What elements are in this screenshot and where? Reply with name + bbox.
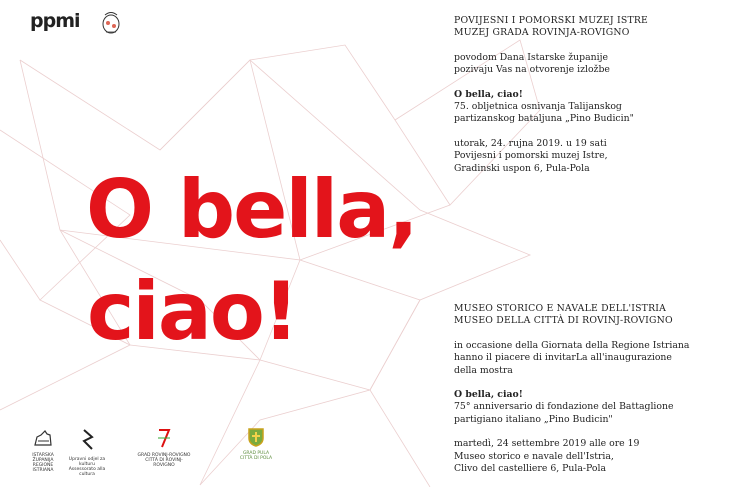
croatian-subtitle-1: 75. obljetnica osnivanja Talijanskog — [454, 101, 622, 113]
italian-institution-1: MUSEO STORICO E NAVALE DELL'ISTRIA — [454, 303, 667, 314]
italian-venue-2: Clivo del castelliere 6, Pula-Pola — [454, 463, 607, 475]
italian-date: martedì, 24 settembre 2019 alle ore 19 — [454, 438, 640, 450]
istarska-text-3: REGIONE — [32, 463, 54, 468]
italian-exhibition-title: O bella, ciao! — [454, 389, 523, 401]
istarska-text-1: ISTARSKA — [32, 453, 54, 458]
grad-pula-logo — [236, 427, 276, 461]
pula-text-1: GRAD PULA — [242, 451, 270, 456]
croatian-exhibition-title: O bella, ciao! — [454, 88, 523, 100]
croatian-institution-2: MUZEJ GRADA ROVINJA-ROVIGNO — [454, 27, 630, 39]
rovinj-text-1: GRAD ROVINJ-ROVIGNO — [137, 453, 191, 458]
headline-line-2: ciao! — [87, 265, 298, 358]
culture-text-1: Upravni odjel za kulturu — [68, 457, 106, 467]
italian-invite-line-3: della mostra — [454, 364, 513, 376]
croatian-date: utorak, 24. rujna 2019. u 19 sati — [454, 137, 607, 149]
italian-institution-2: MUSEO DELLA CITTÀ DI ROVINJ-ROVIGNO — [454, 315, 673, 327]
istarska-zupanija-logo — [28, 427, 58, 473]
italian-subtitle-2: partigiano italiano „Pino Budicin" — [454, 413, 613, 425]
croatian-venue-2: Gradinski uspon 6, Pula-Pola — [454, 162, 590, 174]
ppmi-logo: ppmi — [30, 10, 80, 32]
croatian-invite-line-1: povodom Dana Istarske županije — [454, 51, 608, 63]
culture-text-2: Assessorato alla cultura — [68, 467, 106, 477]
istarska-text-2: ŽUPANIJA — [32, 458, 54, 463]
headline-line-1: O bella, — [86, 163, 417, 256]
croatian-subtitle-2: partizanskog bataljuna „Pino Budicin" — [454, 113, 634, 125]
museum-emblem-icon — [96, 8, 126, 38]
croatian-invite-line-2: pozivaju Vas na otvorenje izložbe — [454, 64, 610, 76]
italian-invite-line-2: hanno il piacere di invitarLa all'inaugurazione — [454, 352, 672, 364]
culture-symbol-icon — [76, 427, 98, 453]
istria-goat-icon — [32, 427, 54, 449]
grad-rovinj-logo — [136, 427, 192, 468]
croatian-institution-1: POVIJESNI I POMORSKI MUZEJ ISTRE — [454, 15, 649, 26]
pula-text-2: CITTÀ DI POLA — [239, 456, 273, 461]
italian-invitation — [454, 303, 724, 475]
italian-venue-1: Museo storico e navale dell'Istria, — [454, 450, 614, 462]
italian-invite-line-1: in occasione della Giornata della Regione Istriana — [454, 339, 690, 351]
rovinj-seven-icon — [154, 427, 174, 449]
pula-shield-icon — [247, 427, 265, 447]
croatian-venue-1: Povijesni i pomorski muzej Istre, — [454, 150, 608, 162]
italian-subtitle-1: 75° anniversario di fondazione del Battaglione — [454, 401, 674, 413]
croatian-invitation — [454, 15, 724, 175]
culture-dept-logo — [66, 427, 108, 477]
istarska-text-4: ISTRIANA — [32, 468, 54, 473]
rovinj-text-2: CITTÀ DI ROVINJ-ROVIGNO — [145, 458, 183, 468]
